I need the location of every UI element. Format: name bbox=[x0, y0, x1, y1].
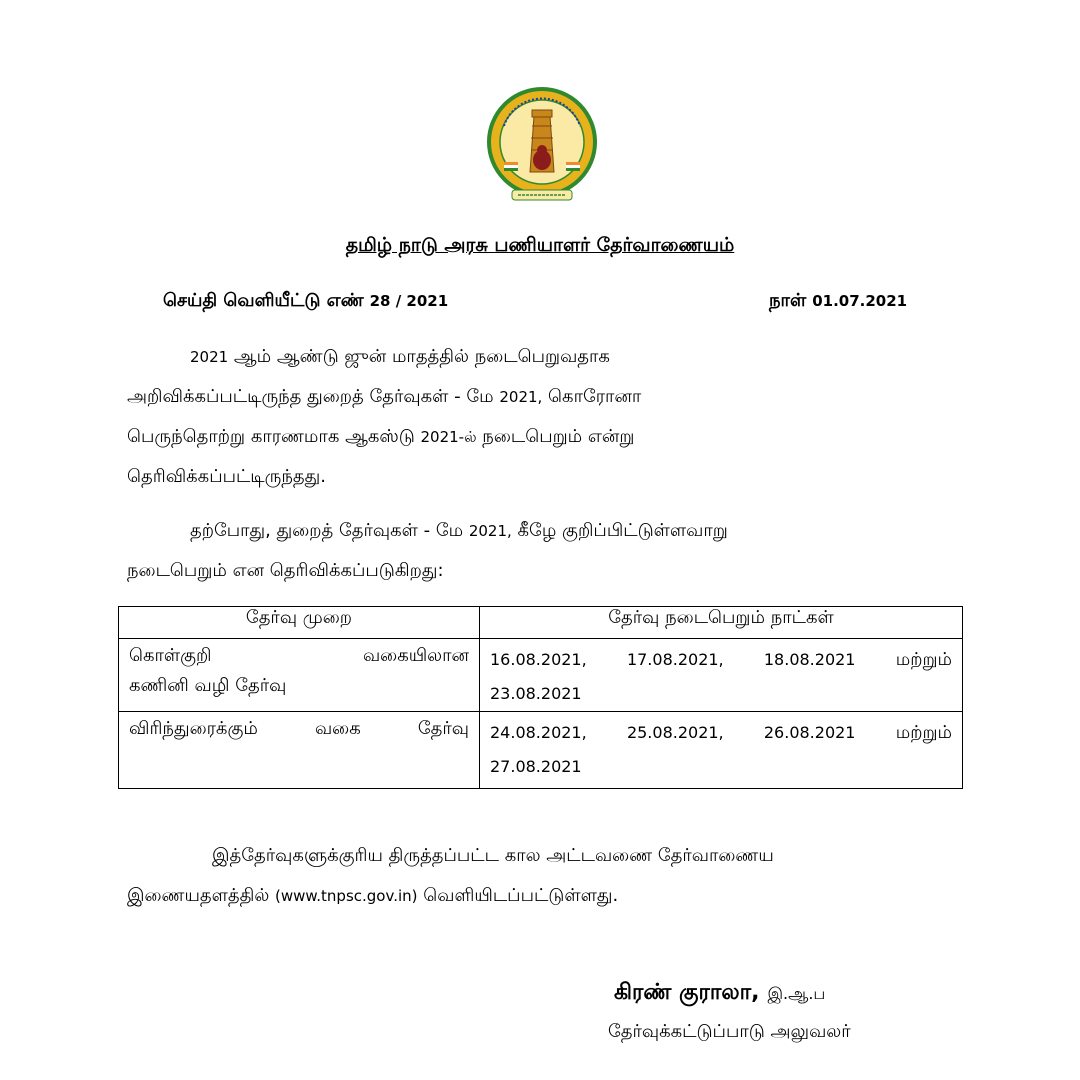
paragraph-1-line-2: அறிவிக்கப்பட்டிருந்த துறைத் தேர்வுகள் - மே 2021, கொரோனா bbox=[127, 386, 642, 407]
release-label: செய்தி வெளியீட்டு எண் bbox=[163, 290, 364, 311]
paragraph-2-line-2: நடைபெறும் என தெரிவிக்கப்படுகிறது: bbox=[127, 560, 444, 581]
exam-dates-cell: 16.08.2021, 17.08.2021, 18.08.2021 மற்றும் 23.08.2021 bbox=[480, 639, 963, 712]
paragraph-3 bbox=[127, 836, 953, 916]
header-exam-dates: தேர்வு நடைபெறும் நாட்கள் bbox=[480, 607, 963, 639]
press-release-number bbox=[163, 290, 448, 313]
signatory-title: தேர்வுக்கட்டுப்பாடு அலுவலர் bbox=[608, 1021, 851, 1042]
table-row bbox=[119, 712, 963, 789]
exam-dates-cell: 24.08.2021, 25.08.2021, 26.08.2021 மற்றும் 27.08.2021 bbox=[480, 712, 963, 789]
paragraph-1-line-1: 2021 ஆம் ஆண்டு ஜுன் மாதத்தில் நடைபெறுவதாக bbox=[190, 346, 610, 367]
tnpsc-website-link[interactable]: (www.tnpsc.gov.in) bbox=[275, 887, 418, 905]
header-exam-mode: தேர்வு முறை bbox=[119, 607, 480, 639]
exam-schedule-table bbox=[118, 606, 963, 789]
tamil-nadu-emblem-icon bbox=[486, 86, 598, 210]
exam-mode-cell: விரிந்துரைக்கும் வகை தேர்வு bbox=[119, 712, 480, 789]
table-row bbox=[119, 639, 963, 712]
paragraph-3-line-2: இணையதளத்தில் (www.tnpsc.gov.in) வெளியிடப்பட்டுள்ளது. bbox=[127, 885, 619, 906]
signatory-suffix: இ.ஆ.ப bbox=[767, 984, 826, 1003]
paragraph-1 bbox=[127, 337, 953, 497]
date-label: நாள் bbox=[769, 290, 807, 311]
paragraph-1-line-4: தெரிவிக்கப்பட்டிருந்தது. bbox=[127, 466, 326, 487]
paragraph-2-line-1: தற்போது, துறைத் தேர்வுகள் - மே 2021, கீழே குறிப்பிட்டுள்ளவாறு bbox=[190, 520, 728, 541]
signatory-name: கிரண் குராலா, இ.ஆ.ப bbox=[614, 980, 826, 1005]
table-header-row bbox=[119, 607, 963, 639]
exam-mode-cell: கொள்குறி வகையிலான கணினி வழி தேர்வு bbox=[119, 639, 480, 712]
date-value: 01.07.2021 bbox=[812, 292, 908, 310]
paragraph-3-line-1: இத்தேர்வுகளுக்குரிய திருத்தப்பட்ட கால அட்டவணை தேர்வாணைய bbox=[212, 845, 774, 866]
release-date bbox=[769, 290, 907, 313]
paragraph-2 bbox=[127, 511, 953, 591]
release-number: 28 / 2021 bbox=[369, 292, 449, 310]
organization-title: தமிழ் நாடு அரசு பணியாளர் தேர்வாணையம் bbox=[345, 234, 735, 256]
paragraph-1-line-3: பெருந்தொற்று காரணமாக ஆகஸ்டு 2021-ல் நடைபெறும் என்று bbox=[127, 426, 635, 447]
